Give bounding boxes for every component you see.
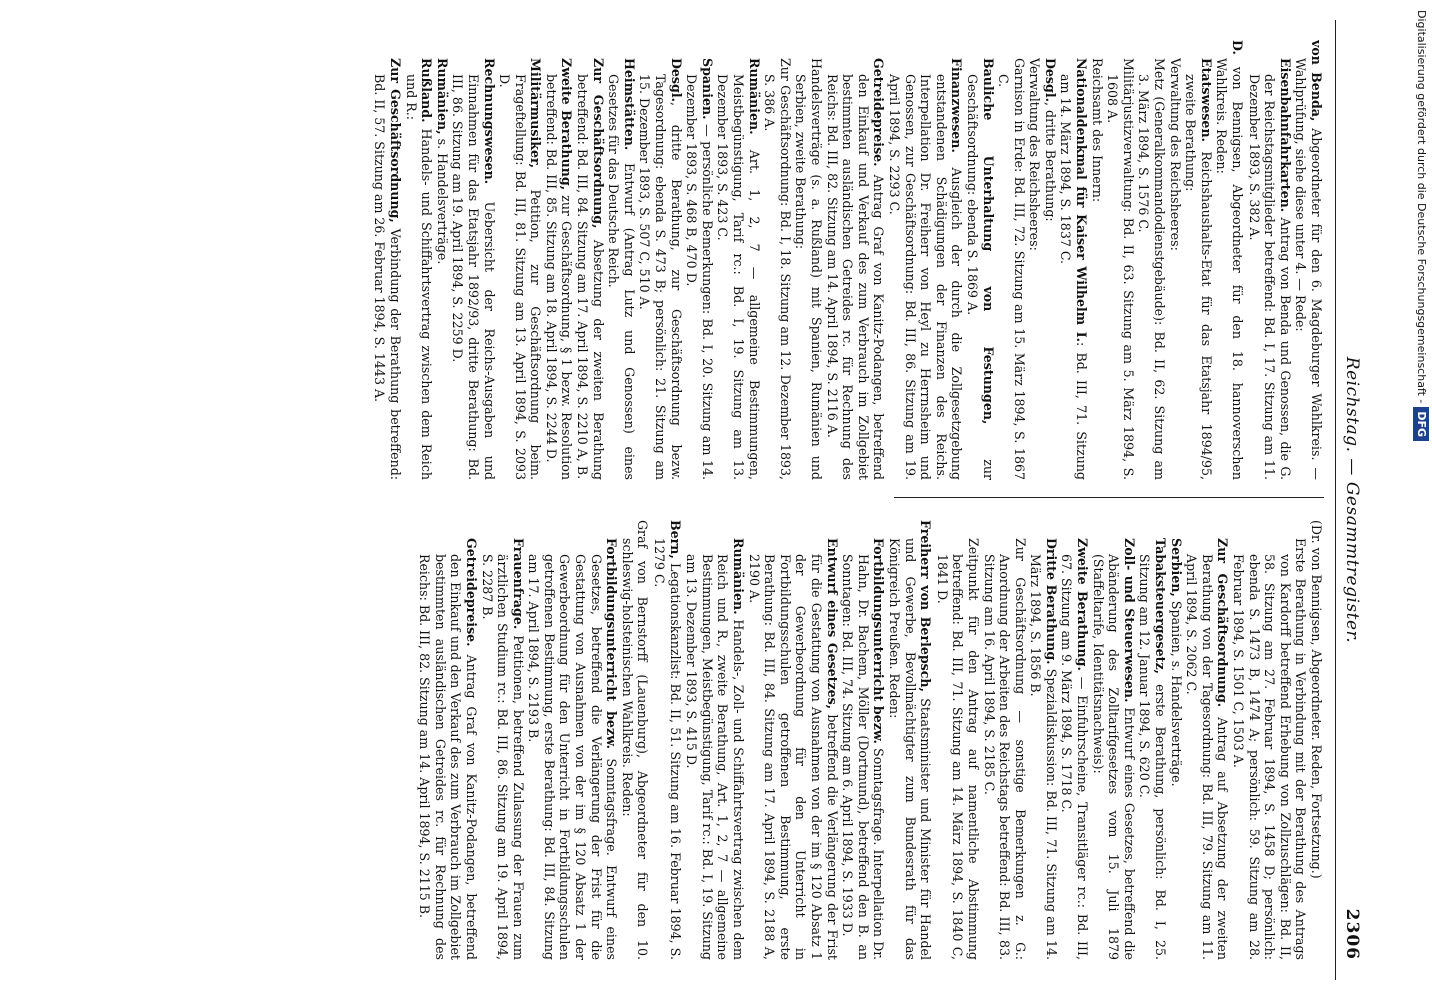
register-entry [1246,40,1324,480]
entry-subline: Zoll- und Steuerwesen. Entwurf eines Gesetzes, betreffend die Abänderung des Zolltarifgesetzes vom 15. Juli 1879 (Staffeltarife, Identitätsnachweis): [1090,538,1137,960]
entry-keyword: Heimstätten. [621,58,637,151]
entry-subline: Eisenbahnfahrkarten. Antrag von Benda und Genossen, die G. der Reichstagsmitglieder betreffend: Bd. I, 17. Sitzung am 11. Dezember 1893, S. 382 A. [1246,58,1293,480]
entry-subline: Getreidepreise. Antrag Graf von Kanitz-Podangen, betreffend den Einkauf und den Verkauf des zum Verbrauch im Zollgebiet bestimmten ausländischen Getreides rc. für Rechnung des Reichs: Bd. III, 82. Sitzung am 14. April 1894, S. 2115 B. [417,538,479,960]
entry-keyword: Rumänien. [746,58,762,135]
entry-subline: Zur Geschäftsordnung. Antrag auf Absetzung der zweiten Berathung von der Tagesordnung: Bd. III, 79. Sitzung am 11. April 1894, S. 2062 C. [1184,538,1231,960]
entry-keyword: Bauliche Unterhaltung von Festungen, [980,58,996,425]
entry-subline: Rumänien, s. Handelsverträge. [434,58,450,265]
entry-keyword: Rußland. [419,58,435,123]
entry-subline: Handelsverträge (s. a. Rußland) mit Spanien, Rumänien und Serbien, zweite Berathung: [793,58,824,480]
entry-subline: Nationaldenkmal für Kaiser Wilhelm I.: Bd. III, 71. Sitzung am 14. März 1894, S. 1837 C. [1058,58,1090,480]
register-entry [934,520,1324,960]
entry-keyword: Desgl. [1042,58,1058,102]
entry-subline: Frauenfrage. Petitionen, betreffend Zulassung der Frauen zum ärztlichen Studium rc.: Bd. III, 86. Sitzung am 19. April 1894, S. 2287 B. [479,538,526,960]
entry-subline: Zeitpunkt für den Antrag auf namentliche Abstimmung betreffend: Bd. III, 71. Sitzung am 14. März 1894, S. 1840 C, 1841 D. [934,538,981,960]
entry-heading-line: Graf von Bernstorff (Lauenburg), Abgeordneter für den 10. schleswig-holsteinischen Wahlkreis. Reden: [619,520,651,960]
entry-keyword: Serbien, [1168,538,1184,597]
entry-subline: Finanzwesen. Ausgleich der durch die Zollgesetzgebung entstandenen Schädigungen der Finanzen des Reichs. Interpellation Dr. Freiherr von Heyl zu Herrnsheim und Genossen, zur Geschäftsordnung: Bd. III, 86. Sitzung am 19. April 1894, S. 2293 C. [886,58,965,480]
entry-subline: Dritte Berathung. Spezialdiskussion: Bd. III, 71. Sitzung am 14. März 1894, S. 1856 B. [1028,538,1059,960]
entry-subline: Rußland. Handels- und Schiffahrtsvertrag zwischen dem Reich und R.: [403,58,435,480]
entry-keyword: Tabaksteuergesetz, [1153,538,1169,675]
entry-heading-line: (Dr. von Bennigsen, Abgeordneter. Reden, Fortsetzung.) [1309,520,1324,879]
entry-keyword: Freiherr von Berlepsch, [918,520,934,692]
entry-keyword: Desgl. [668,58,684,102]
entry-heading-line: von Benda, Abgeordneter für den 6. Magdeburger Wahlkreis. — Wahlprüfung, siehe diese unter 4. — Rede: [1293,40,1324,480]
entry-keyword: Getreidepreise. [463,538,479,647]
entry-subline: Entwurf eines Gesetzes, betreffend die Verlängerung der Frist für die Gestattung von Ausnahmen von der im § 120 Absatz 1 der Gewerbeordnung für den Unterricht in Fortbildungsschulen getroffenen Bestimmung, erste Berathung: Bd. III, 84. Sitzung am 17. April 1894, S. 2188 A, 2190 A. [746,538,840,960]
register-entry [417,520,651,960]
entry-keyword: Nationaldenkmal für Kaiser Wilhelm I. [1074,58,1090,342]
entry-subline: Militärmusiker, Petition, zur Geschäftsordnung beim. Frageftellung: Bd. III, 81. Sitzung am 13. April 1894, S. 2093 D. [497,58,544,480]
entry-heading-line: Freiherr von Berlepsch, Staatsminister und Minister für Handel und Gewerbe, Bevollmächtigter zum Bundesrath für das Königreich Preußen. Reden: [886,520,934,960]
entry-subline: Getreidepreise. Antrag Graf von Kanitz-Podangen, betreffend den Einkauf und Verkauf des zum Verbrauch im Zollgebiet bestimmten ausländischen Getreides rc. für Rechnung des Reichs: Bd. III, 82. Sitzung am 14. April 1894, S. 2116 A. [824,58,887,480]
entry-subline: Zur Geschäftsordnung: Bd. I, 18. Sitzung am 12. Dezember 1893, S. 386 A. [762,58,793,480]
entry-heading-line: D. von Bennigsen, Abgeordneter für den 18. hannoverschen Wahlkreis. Reden: [1214,40,1246,480]
register-entry [651,520,682,960]
entry-subline: Verwaltung des Reichsheeres: [1027,58,1043,251]
entry-keyword: Bern, [667,520,683,559]
right-column [20,520,1324,960]
entry-keyword: Fortbildungsunterricht bezw. [604,538,620,750]
entry-subline: Spanien. — persönliche Bemerkungen: Bd. I, 20. Sitzung am 14. Dezember 1893, S. 468 B, 470 D. [684,58,715,480]
entry-keyword: Frauenfrage. [510,538,526,630]
left-column [20,40,1324,480]
entry-keyword: Zweite Berathung, [559,58,575,191]
entry-keyword: Dritte Berathung. [1043,538,1059,665]
entry-subline: Erste Berathung in Verbindung mit der Berathung des Antrags von Kardorff betreffend Erhebung von Zollzuschlägen: Bd. II, 58. Sitzung am 27. Februar 1894, S. 1458 D; persönlich: ebenda S. 1473 B, 1474 A; persönlich: 59. Sitzung am 28. Februar 1894, S. 1501 C, 1503 A. [1231,538,1309,960]
entry-subline: Rumänien. Handels-, Zoll- und Schiffahrtsvertrag zwischen dem Reich und R., zweite Berathung, Art. 1, 2, 7 — allgemeine Bestimmungen, Meistbegünstigung, Tarif rc.: Bd. I, 19. Sitzung am 13. Dezember 1893, S. 415 D. [684,538,747,960]
entry-subline: Bauliche Unterhaltung von Festungen, zur Geschäftsordnung: ebenda S. 1869 A. [964,58,996,480]
column-divider [894,497,1324,498]
page-header [1335,20,1366,980]
entry-subline: Militärjustizverwaltung: Bd. II, 63. Sitzung am 5. März 1894, S. 1608 A. [1105,58,1136,480]
entry-keyword: Zur Geschäftsordnung, [590,58,606,229]
entry-subline: Zur Geschäftsordnung, Absetzung der zweiten Berathung betreffend: Bd. III, 84. Sitzung am 17. April 1894, S. 2210 A, B. [575,58,606,480]
entry-subline: Zur Geschäftsordnung, Verbindung der Berathung betreffend: Bd. II, 57. Sitzung am 26. Februar 1894, S. 1443 A. [372,58,403,480]
entry-keyword: Zur Geschäftsordnung, [387,58,403,223]
entry-subline: Verwaltung des Reichsheeres: [1167,58,1183,251]
entry-keyword: Zweite Berathung. [1075,538,1091,671]
entry-keyword: Rumänien. [731,538,747,615]
entry-subline: Desgl., dritte Berathung, zur Geschäftsordnung bezw. Tagesordnung: ebenda S. 473 B; persönlich: 21. Sitzung am 15. Dezember 1893, S. 507 C, 510 A. [637,58,684,480]
entry-keyword: Spanien. [699,58,715,120]
entry-keyword: Finanzwesen. [949,58,965,153]
entry-keyword: Fortbildungsunterricht bezw. [871,538,887,744]
entry-keyword: Zur Geschäftsordnung. [1215,538,1231,708]
entry-subline: Reichsamt des Innern: [1089,58,1105,203]
entry-subline: Metz (Generalkommandodienstgebäude): Bd. II, 62. Sitzung am 3. März 1894, S. 1576 C. [1136,58,1168,480]
entry-keyword: Rechnungswesen. [481,58,497,185]
entry-keyword: von Benda, [1309,40,1324,122]
entry-keyword: Rumänien, [434,58,450,135]
entry-subline: Zweite Berathung, zur Geschäftsordnung, § 1 bezw. Resolution betreffend: Bd. III, 85. Sitzung am 18. April 1894, S. 2244 D. [543,58,575,480]
entry-subline: Fortbildungsunterricht bezw. Sonntagsfrage. Interpellation Dr. Hahn, Dr. Bachem, Möller (Dortmund), betreffend den B. an Sonntagen: Bd. III, 74. Sitzung am 6. April 1894, S. 1933 D. [840,538,887,960]
entry-subline: Garnison in Erde: Bd. III, 72. Sitzung am 15. März 1894, S. 1867 C. [996,58,1027,480]
entry-keyword: Getreidepreise. [871,58,887,167]
sidenote-text: Digitalisierung gefördert durch die Deutsche Forschungsgemeinschaft - [1415,10,1428,404]
entry-keyword: Eisenbahnfahrkarten. [1277,58,1293,213]
entry-keyword: D. [1230,40,1246,55]
entry-keyword: Entwurf eines Gesetzes, [824,538,840,710]
register-entry [372,40,1245,480]
entry-keyword: Etatswesen. [1198,58,1214,142]
entry-subline: Tabaksteuergesetz, erste Berathung, persönlich: Bd. I, 25. Sitzung am 12. Januar 1894, S. 620 C. [1137,538,1169,960]
entry-keyword: Militärmusiker, [528,58,544,169]
entry-heading-line: Bern, Legationskanzlist: Bd. II, 51. Sitzung am 16. Februar 1894, S. 1279 C. [652,520,683,960]
entry-subline: Zur Geschäftsordnung — sonstige Bemerkungen z. G.: Anordnung der Arbeiten des Reichstags betreffend: Bd. III, 83. Sitzung am 16. April 1894, S. 2185 C. [981,538,1028,960]
entry-subline: Zweite Berathung. — Einfuhrscheine, Transitläger rc.: Bd. III, 67. Sitzung am 9. März 1894, S. 1718 C. [1059,538,1091,960]
entry-subline: Fortbildungsunterricht bezw. Sonntagsfrage. Entwurf eines Gesetzes, betreffend die Verlängerung der Frist für die Gestattung von Ausnahmen von der im § 120 Absatz 1 der Gewerbeordnung für den Unterricht in Fortbildungsschulen getroffenen Bestimmung, erste Berathung: Bd. III, 84. Sitzung am 17. April 1894, S. 2193 B. [526,538,620,960]
running-title: Reichstag. — Gesammtregister. [1342,356,1362,644]
register-entry [684,520,934,960]
dfg-logo: DFG [1413,407,1429,441]
entry-subline: Etatswesen. Reichshaushalts-Etat für das Etatsjahr 1894/95, zweite Berathung: [1183,58,1214,480]
entry-subline: Serbien, Spanien, s. Handelsverträge. [1168,538,1184,787]
entry-keyword: Zoll- und Steuerwesen. [1121,538,1137,703]
entry-subline: Desgl., dritte Berathung: [1042,58,1058,222]
dfg-sidenote [1410,0,1432,1000]
entry-subline: Heimstätten. Entwurf (Antrag Lutz und Genossen) eines Gesetzes für das Deutsche Reich. [606,58,637,480]
page-number: 2306 [1342,908,1362,960]
entry-subline: Rechnungswesen. Uebersicht der Reichs-Ausgaben und Einnahmen für das Etatsjahr 1892/93, dritte Berathung: Bd. III, 86. Sitzung am 19. April 1894, S. 2259 D. [450,58,497,480]
entry-subline: Rumänien. Art. 1, 2, 7 — allgemeine Bestimmungen, Meistbegünstigung, Tarif rc.: Bd. I, 19. Sitzung am 13. Dezember 1893, S. 423 C. [715,58,762,480]
